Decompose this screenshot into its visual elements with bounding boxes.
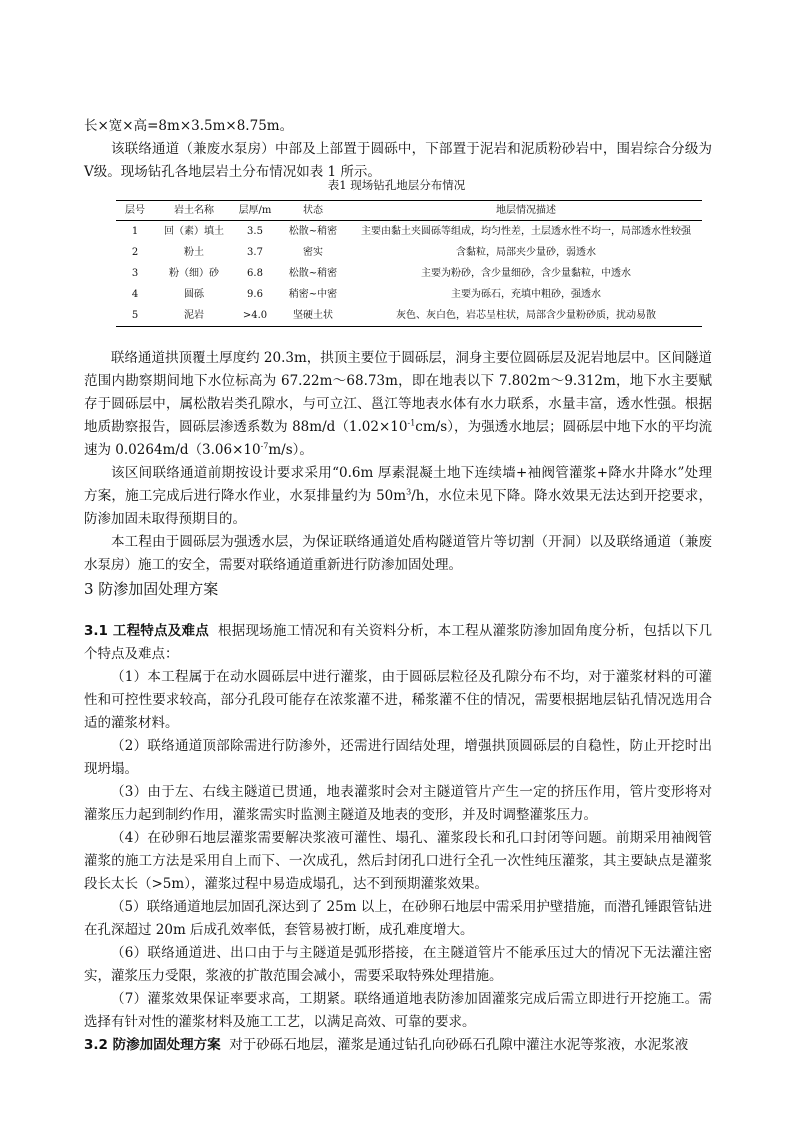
table-cell: 3.7: [247, 247, 263, 258]
list-item: （1）本工程属于在动水圆砾层中进行灌浆，由于圆砾层粒径及孔隙分布不均，对于灌浆材料的可灌性和可控性要求较高，部分孔段可能存在浓浆灌不进，稀浆灌不住的情况，需要根据地层钻孔情况选用合适的灌浆材料。: [84, 669, 712, 731]
paragraph-reason: 本工程由于圆砾层为强透水层，为保证联络通道处盾构隧道管片等切割（开洞）以及联络通道（兼废水泵房）施工的安全，需要对联络通道重新进行防渗加固处理。: [84, 534, 712, 573]
table-cell: 含黏粒，局部夹少量砂，弱透水: [456, 247, 596, 258]
column-header: 层厚/m: [234, 201, 276, 221]
table-cell: 6.8: [247, 268, 263, 279]
column-header: 地层情况描述: [350, 201, 702, 221]
table-cell: 主要为砾石，充填中粗砂，强透水: [451, 289, 601, 300]
text-run: 联络通道拱顶覆土厚度约 20.3m，拱顶主要位于圆砾层，洞身主要位圆砾层及泥岩地层中。区间隧道范围内勘察期间地下水位标高为 67.22m～68.73m，即在地表以下 7.802m～9.312m，地下水主要赋存于圆砾层中，属松散岩类孔隙水，与可立江、邕江等地表水体有水力联系，水量丰富，透水性强。根据地质勘察报告，圆砾层渗透系数为 88m/d（1.02×10: [84, 350, 712, 435]
text-run: 对于砂砾石地层，灌浆是通过钻孔向砂砾石孔隙中灌注水泥等浆液，水泥浆液: [229, 1037, 689, 1053]
table-header-row: [116, 201, 702, 221]
list-item: （2）联络通道顶部除需进行防渗外，还需进行固结处理，增强拱顶圆砾层的自稳性，防止开挖时出现坍塌。: [84, 738, 712, 777]
list-item: （4）在砂卵石地层灌浆需要解决浆液可灌性、塌孔、灌浆段长和孔口封闭等问题。前期采用袖阀管灌浆的施工方法是采用自上而下、一次成孔，然后封闭孔口进行全孔一次性纯压灌浆，其主要缺点是灌浆段长太长（>5m），灌浆过程中易造成塌孔，达不到预期灌浆效果。: [84, 830, 712, 892]
dimensions-line: 长×宽×高=8m×3.5m×8.75m。: [84, 118, 294, 134]
table-cell: 2: [131, 247, 139, 258]
table-cell: 回（素）填土: [164, 226, 224, 237]
table-cell: 9.6: [247, 289, 263, 300]
table-row: [116, 284, 702, 305]
paragraph-location: 该联络通道（兼废水泵房）中部及上部置于圆砾中，下部置于泥岩和泥质粉砂岩中，围岩综合分级为Ⅴ级。现场钻孔各地层岩土分布情况如表 1 所示。: [84, 141, 712, 180]
column-header: 状态: [276, 201, 350, 221]
table-cell: 1: [131, 226, 139, 237]
text-run: cm/s），为强透水地层；圆砾层中地下水的平均流速为 0.0264m/d（3.06×10: [84, 419, 712, 458]
table-cell: 坚硬土状: [276, 305, 350, 327]
paragraph-features-intro: [84, 620, 712, 666]
text-run: 根据现场施工情况和有关资料分析，本工程从灌浆防渗加固角度分析，包括以下几个特点及难点：: [84, 623, 712, 662]
table-cell: 灰色、灰白色，岩芯呈柱状，局部含少量粉砂质，扰动易散: [350, 305, 702, 327]
text-run: 该区间联络通道前期按设计要求采用“0.6m 厚素混凝土地下连续墙+袖阀管灌浆+降水井降水”处理方案，施工完成后进行降水作业，水泵排量约为 50m: [84, 465, 712, 504]
section-heading: 3 防渗加固处理方案: [84, 580, 219, 598]
table-cell: 粉土: [184, 247, 204, 258]
table-cell: 主要为粉砂，含少量细砂，含少量黏粒，中透水: [421, 268, 631, 279]
table-cell: 3: [131, 268, 139, 279]
table-cell: 松散~稍密: [288, 268, 338, 279]
table-cell: 主要由黏土夹圆砾等组成，均匀性差，土层透水性不均一，局部透水性较强: [361, 226, 691, 237]
paragraph-previous-treatment: [84, 462, 712, 531]
table-caption: 表1 现场钻孔地层分布情况: [327, 178, 466, 192]
table-cell: 圆砾: [184, 289, 204, 300]
subsection-heading: 3.2 防渗加固处理方案: [84, 1037, 221, 1053]
table-cell: 4: [131, 289, 139, 300]
text-run: /h，水位未见下降。降水效果无法达到开挖要求，防渗加固未取得预期目的。: [84, 488, 712, 527]
exponent: -7: [260, 441, 269, 451]
exponent: 3: [406, 487, 412, 497]
list-item: （5）联络通道地层加固孔深达到了 25m 以上，在砂卵石地层中需采用护壁措施，而潜孔锤跟管钻进在孔深超过 20m 后成孔效率低，套管易被打断，成孔难度增大。: [84, 899, 712, 938]
table-cell: 3.5: [247, 226, 263, 237]
paragraph-scheme: [84, 1034, 712, 1057]
borehole-strata-table: [116, 200, 702, 327]
paragraph-hydrogeology: [84, 347, 712, 462]
table-row: [116, 221, 702, 243]
subsection-heading: 3.1 工程特点及难点: [84, 623, 209, 639]
list-item: （6）联络通道进、出口由于与主隧道是弧形搭接，在主隧道管片不能承压过大的情况下无法灌注密实，灌浆压力受限，浆液的扩散范围会减小，需要采取特殊处理措施。: [84, 945, 712, 984]
text-run: m/s）。: [268, 442, 313, 458]
table-row: [116, 305, 702, 327]
table-cell: >4.0: [234, 305, 276, 327]
table-cell: 松散~稍密: [288, 226, 338, 237]
list-item: （7）灌浆效果保证率要求高，工期紧。联络通道地表防渗加固灌浆完成后需立即进行开挖施工。需选择有针对性的灌浆材料及施工工艺，以满足高效、可靠的要求。: [84, 991, 712, 1030]
column-header: 层号: [116, 201, 154, 221]
table-cell: 密实: [303, 247, 323, 258]
table-cell: 稍密~中密: [288, 289, 338, 300]
table-cell: 泥岩: [154, 305, 234, 327]
table-cell: 粉（细）砂: [169, 268, 219, 279]
exponent: -1: [407, 418, 416, 428]
table-cell: 5: [116, 305, 154, 327]
column-header: 岩土名称: [154, 201, 234, 221]
list-item: （3）由于左、右线主隧道已贯通，地表灌浆时会对主隧道管片产生一定的挤压作用，管片变形将对灌浆压力起到制约作用，灌浆需实时监测主隧道及地表的变形，并及时调整灌浆压力。: [84, 784, 712, 823]
table-row: [116, 263, 702, 284]
table-row: [116, 242, 702, 263]
